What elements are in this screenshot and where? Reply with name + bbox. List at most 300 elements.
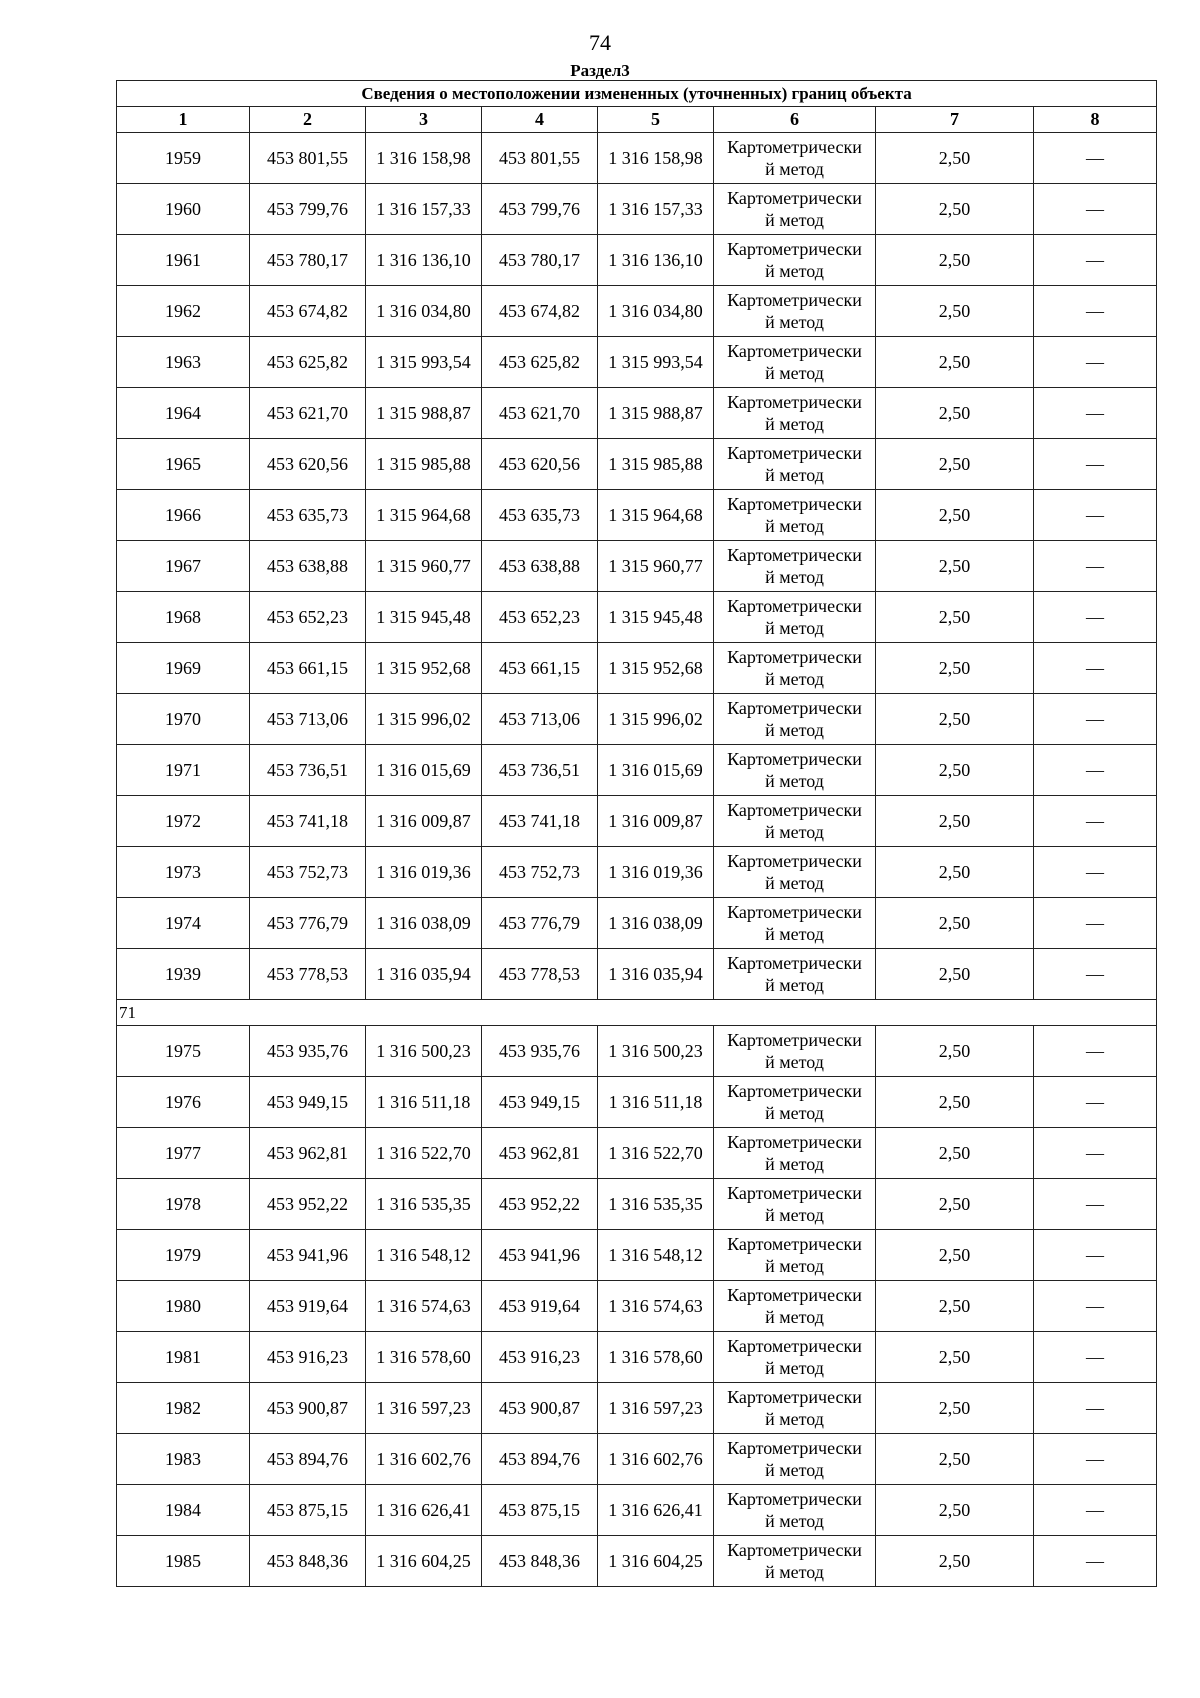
y-existing-cell: 1 315 964,68 [366, 490, 482, 541]
method-text-line-2: й метод [765, 159, 824, 179]
x-existing-cell: 453 935,76 [250, 1026, 366, 1077]
point-number-cell: 1968 [117, 592, 250, 643]
table-row [117, 1230, 1157, 1281]
accuracy-cell: 2,50 [876, 1434, 1034, 1485]
x-new-cell: 453 949,15 [482, 1077, 598, 1128]
x-new-cell: 453 752,73 [482, 847, 598, 898]
x-existing-cell: 453 916,23 [250, 1332, 366, 1383]
point-number-cell: 1966 [117, 490, 250, 541]
column-number-3: 3 [366, 107, 482, 133]
method-cell [714, 1077, 876, 1128]
y-existing-cell: 1 315 945,48 [366, 592, 482, 643]
method-text-line-1: Картометрически [727, 341, 862, 361]
x-existing-cell: 453 752,73 [250, 847, 366, 898]
y-existing-cell: 1 315 960,77 [366, 541, 482, 592]
accuracy-cell: 2,50 [876, 847, 1034, 898]
x-new-cell: 453 935,76 [482, 1026, 598, 1077]
x-existing-cell: 453 620,56 [250, 439, 366, 490]
accuracy-cell: 2,50 [876, 796, 1034, 847]
method-cell [714, 592, 876, 643]
method-text-line-2: й метод [765, 924, 824, 944]
point-number-cell: 1971 [117, 745, 250, 796]
method-text-line-2: й метод [765, 1409, 824, 1429]
method-text-line-1: Картометрически [727, 800, 862, 820]
table-row [117, 184, 1157, 235]
method-text-line-1: Картометрически [727, 647, 862, 667]
description-cell: — [1034, 847, 1157, 898]
method-text-line-1: Картометрически [727, 1387, 862, 1407]
method-text-line-2: й метод [765, 975, 824, 995]
accuracy-cell: 2,50 [876, 541, 1034, 592]
accuracy-cell: 2,50 [876, 1281, 1034, 1332]
point-number-cell: 1975 [117, 1026, 250, 1077]
x-existing-cell: 453 900,87 [250, 1383, 366, 1434]
x-new-cell: 453 799,76 [482, 184, 598, 235]
point-number-cell: 1980 [117, 1281, 250, 1332]
method-text-line-2: й метод [765, 1052, 824, 1072]
description-cell: — [1034, 439, 1157, 490]
point-number-cell: 1978 [117, 1179, 250, 1230]
y-new-cell: 1 316 019,36 [598, 847, 714, 898]
method-text-line-2: й метод [765, 1256, 824, 1276]
accuracy-cell: 2,50 [876, 133, 1034, 184]
y-existing-cell: 1 315 988,87 [366, 388, 482, 439]
y-new-cell: 1 316 136,10 [598, 235, 714, 286]
description-cell: — [1034, 1179, 1157, 1230]
table-row [117, 1128, 1157, 1179]
table-row [117, 592, 1157, 643]
table-row [117, 949, 1157, 1000]
method-text-line-1: Картометрически [727, 749, 862, 769]
method-cell [714, 1485, 876, 1536]
x-new-cell: 453 638,88 [482, 541, 598, 592]
table-row [117, 541, 1157, 592]
description-cell: — [1034, 1536, 1157, 1587]
y-new-cell: 1 316 548,12 [598, 1230, 714, 1281]
method-text-line-1: Картометрически [727, 188, 862, 208]
accuracy-cell: 2,50 [876, 694, 1034, 745]
method-cell [714, 694, 876, 745]
method-text-line-1: Картометрически [727, 596, 862, 616]
y-existing-cell: 1 315 993,54 [366, 337, 482, 388]
method-text-line-1: Картометрически [727, 1540, 862, 1560]
method-text-line-1: Картометрически [727, 1183, 862, 1203]
description-cell: — [1034, 643, 1157, 694]
accuracy-cell: 2,50 [876, 1332, 1034, 1383]
x-new-cell: 453 941,96 [482, 1230, 598, 1281]
description-cell: — [1034, 694, 1157, 745]
x-new-cell: 453 952,22 [482, 1179, 598, 1230]
point-number-cell: 1984 [117, 1485, 250, 1536]
y-existing-cell: 1 315 996,02 [366, 694, 482, 745]
x-new-cell: 453 661,15 [482, 643, 598, 694]
description-cell: — [1034, 1485, 1157, 1536]
point-number-cell: 1979 [117, 1230, 250, 1281]
method-text-line-1: Картометрически [727, 494, 862, 514]
y-new-cell: 1 316 157,33 [598, 184, 714, 235]
point-number-cell: 1981 [117, 1332, 250, 1383]
point-number-cell: 1983 [117, 1434, 250, 1485]
method-text-line-1: Картометрически [727, 290, 862, 310]
x-existing-cell: 453 741,18 [250, 796, 366, 847]
table-row [117, 1281, 1157, 1332]
method-text-line-2: й метод [765, 210, 824, 230]
x-existing-cell: 453 661,15 [250, 643, 366, 694]
accuracy-cell: 2,50 [876, 1077, 1034, 1128]
method-cell [714, 1383, 876, 1434]
y-existing-cell: 1 316 015,69 [366, 745, 482, 796]
x-new-cell: 453 780,17 [482, 235, 598, 286]
x-new-cell: 453 900,87 [482, 1383, 598, 1434]
method-cell [714, 337, 876, 388]
y-existing-cell: 1 316 035,94 [366, 949, 482, 1000]
method-text-line-1: Картометрически [727, 137, 862, 157]
x-existing-cell: 453 635,73 [250, 490, 366, 541]
y-existing-cell: 1 316 522,70 [366, 1128, 482, 1179]
y-existing-cell: 1 316 548,12 [366, 1230, 482, 1281]
method-text-line-2: й метод [765, 1307, 824, 1327]
method-text-line-1: Картометрически [727, 902, 862, 922]
description-cell: — [1034, 286, 1157, 337]
x-new-cell: 453 894,76 [482, 1434, 598, 1485]
description-cell: — [1034, 949, 1157, 1000]
x-existing-cell: 453 780,17 [250, 235, 366, 286]
accuracy-cell: 2,50 [876, 490, 1034, 541]
point-number-cell: 1973 [117, 847, 250, 898]
accuracy-cell: 2,50 [876, 439, 1034, 490]
accuracy-cell: 2,50 [876, 592, 1034, 643]
point-number-cell: 1959 [117, 133, 250, 184]
accuracy-cell: 2,50 [876, 1230, 1034, 1281]
method-text-line-2: й метод [765, 822, 824, 842]
method-text-line-2: й метод [765, 1103, 824, 1123]
method-text-line-2: й метод [765, 669, 824, 689]
description-cell: — [1034, 1434, 1157, 1485]
description-cell: — [1034, 1281, 1157, 1332]
y-existing-cell: 1 316 038,09 [366, 898, 482, 949]
y-existing-cell: 1 316 158,98 [366, 133, 482, 184]
accuracy-cell: 2,50 [876, 745, 1034, 796]
method-cell [714, 541, 876, 592]
column-number-7: 7 [876, 107, 1034, 133]
point-number-cell: 1982 [117, 1383, 250, 1434]
table-row [117, 337, 1157, 388]
method-cell [714, 745, 876, 796]
method-cell [714, 1230, 876, 1281]
description-cell: — [1034, 541, 1157, 592]
point-number-cell: 1965 [117, 439, 250, 490]
x-existing-cell: 453 625,82 [250, 337, 366, 388]
y-new-cell: 1 316 597,23 [598, 1383, 714, 1434]
method-text-line-1: Картометрически [727, 1234, 862, 1254]
table-row [117, 1026, 1157, 1077]
column-number-5: 5 [598, 107, 714, 133]
method-text-line-1: Картометрически [727, 1285, 862, 1305]
y-existing-cell: 1 316 604,25 [366, 1536, 482, 1587]
description-cell: — [1034, 337, 1157, 388]
y-new-cell: 1 316 511,18 [598, 1077, 714, 1128]
coordinates-table [116, 80, 1157, 1587]
table-row [117, 1434, 1157, 1485]
accuracy-cell: 2,50 [876, 337, 1034, 388]
point-number-cell: 1972 [117, 796, 250, 847]
method-text-line-2: й метод [765, 873, 824, 893]
accuracy-cell: 2,50 [876, 1179, 1034, 1230]
y-existing-cell: 1 316 597,23 [366, 1383, 482, 1434]
x-new-cell: 453 736,51 [482, 745, 598, 796]
x-new-cell: 453 620,56 [482, 439, 598, 490]
method-text-line-2: й метод [765, 567, 824, 587]
method-text-line-1: Картометрически [727, 953, 862, 973]
y-new-cell: 1 316 035,94 [598, 949, 714, 1000]
y-existing-cell: 1 315 952,68 [366, 643, 482, 694]
method-text-line-1: Картометрически [727, 1081, 862, 1101]
y-existing-cell: 1 316 034,80 [366, 286, 482, 337]
x-existing-cell: 453 894,76 [250, 1434, 366, 1485]
method-text-line-1: Картометрически [727, 698, 862, 718]
description-cell: — [1034, 388, 1157, 439]
x-existing-cell: 453 949,15 [250, 1077, 366, 1128]
description-cell: — [1034, 133, 1157, 184]
contour-number: 71 [117, 1000, 1157, 1026]
column-number-row [117, 107, 1157, 133]
column-number-4: 4 [482, 107, 598, 133]
table-row [117, 796, 1157, 847]
method-text-line-2: й метод [765, 516, 824, 536]
method-cell [714, 1026, 876, 1077]
y-existing-cell: 1 316 500,23 [366, 1026, 482, 1077]
accuracy-cell: 2,50 [876, 1026, 1034, 1077]
table-body [117, 133, 1157, 1587]
y-new-cell: 1 315 996,02 [598, 694, 714, 745]
x-new-cell: 453 674,82 [482, 286, 598, 337]
y-new-cell: 1 316 034,80 [598, 286, 714, 337]
y-existing-cell: 1 316 019,36 [366, 847, 482, 898]
method-text-line-1: Картометрически [727, 1336, 862, 1356]
table-row [117, 898, 1157, 949]
accuracy-cell: 2,50 [876, 1536, 1034, 1587]
description-cell: — [1034, 1077, 1157, 1128]
y-new-cell: 1 316 158,98 [598, 133, 714, 184]
table-row [117, 1383, 1157, 1434]
method-text-line-1: Картометрически [727, 239, 862, 259]
page-number: 74 [589, 30, 611, 55]
table-row [117, 1077, 1157, 1128]
point-number-cell: 1961 [117, 235, 250, 286]
x-existing-cell: 453 919,64 [250, 1281, 366, 1332]
method-cell [714, 898, 876, 949]
point-number-cell: 1969 [117, 643, 250, 694]
y-new-cell: 1 315 945,48 [598, 592, 714, 643]
x-new-cell: 453 962,81 [482, 1128, 598, 1179]
accuracy-cell: 2,50 [876, 1128, 1034, 1179]
y-existing-cell: 1 316 626,41 [366, 1485, 482, 1536]
table-row [117, 286, 1157, 337]
accuracy-cell: 2,50 [876, 286, 1034, 337]
accuracy-cell: 2,50 [876, 949, 1034, 1000]
x-new-cell: 453 801,55 [482, 133, 598, 184]
table-row [117, 1485, 1157, 1536]
method-cell [714, 1128, 876, 1179]
x-existing-cell: 453 652,23 [250, 592, 366, 643]
table-caption: Сведения о местоположении измененных (уточненных) границ объекта [117, 81, 1157, 107]
y-existing-cell: 1 316 602,76 [366, 1434, 482, 1485]
table-row [117, 847, 1157, 898]
accuracy-cell: 2,50 [876, 1383, 1034, 1434]
description-cell: — [1034, 1230, 1157, 1281]
point-number-cell: 1970 [117, 694, 250, 745]
table-row [117, 643, 1157, 694]
table-row [117, 388, 1157, 439]
x-new-cell: 453 625,82 [482, 337, 598, 388]
x-new-cell: 453 621,70 [482, 388, 598, 439]
x-existing-cell: 453 848,36 [250, 1536, 366, 1587]
method-cell [714, 949, 876, 1000]
method-cell [714, 796, 876, 847]
y-new-cell: 1 316 009,87 [598, 796, 714, 847]
point-number-cell: 1977 [117, 1128, 250, 1179]
y-new-cell: 1 316 535,35 [598, 1179, 714, 1230]
point-number-cell: 1967 [117, 541, 250, 592]
x-existing-cell: 453 799,76 [250, 184, 366, 235]
method-text-line-2: й метод [765, 618, 824, 638]
y-new-cell: 1 315 993,54 [598, 337, 714, 388]
x-new-cell: 453 778,53 [482, 949, 598, 1000]
x-existing-cell: 453 776,79 [250, 898, 366, 949]
method-cell [714, 1281, 876, 1332]
y-new-cell: 1 316 626,41 [598, 1485, 714, 1536]
description-cell: — [1034, 1128, 1157, 1179]
x-new-cell: 453 776,79 [482, 898, 598, 949]
x-new-cell: 453 713,06 [482, 694, 598, 745]
x-new-cell: 453 741,18 [482, 796, 598, 847]
y-existing-cell: 1 316 009,87 [366, 796, 482, 847]
y-new-cell: 1 316 015,69 [598, 745, 714, 796]
description-cell: — [1034, 745, 1157, 796]
y-new-cell: 1 316 602,76 [598, 1434, 714, 1485]
method-text-line-1: Картометрически [727, 392, 862, 412]
method-text-line-2: й метод [765, 1205, 824, 1225]
table-row [117, 1536, 1157, 1587]
method-text-line-2: й метод [765, 261, 824, 281]
method-cell [714, 286, 876, 337]
method-text-line-2: й метод [765, 1511, 824, 1531]
method-text-line-1: Картометрически [727, 1438, 862, 1458]
description-cell: — [1034, 235, 1157, 286]
table-row [117, 439, 1157, 490]
x-existing-cell: 453 875,15 [250, 1485, 366, 1536]
description-cell: — [1034, 490, 1157, 541]
x-new-cell: 453 652,23 [482, 592, 598, 643]
method-cell [714, 1332, 876, 1383]
method-text-line-2: й метод [765, 1358, 824, 1378]
method-text-line-1: Картометрически [727, 545, 862, 565]
description-cell: — [1034, 1026, 1157, 1077]
x-new-cell: 453 916,23 [482, 1332, 598, 1383]
column-number-2: 2 [250, 107, 366, 133]
table-row [117, 133, 1157, 184]
method-text-line-1: Картометрически [727, 851, 862, 871]
y-new-cell: 1 316 604,25 [598, 1536, 714, 1587]
table-row [117, 490, 1157, 541]
y-new-cell: 1 316 578,60 [598, 1332, 714, 1383]
accuracy-cell: 2,50 [876, 643, 1034, 694]
table-row [117, 235, 1157, 286]
x-existing-cell: 453 621,70 [250, 388, 366, 439]
method-text-line-2: й метод [765, 312, 824, 332]
y-new-cell: 1 316 500,23 [598, 1026, 714, 1077]
column-number-1: 1 [117, 107, 250, 133]
y-new-cell: 1 316 038,09 [598, 898, 714, 949]
description-cell: — [1034, 796, 1157, 847]
method-cell [714, 1179, 876, 1230]
method-cell [714, 388, 876, 439]
method-text-line-2: й метод [765, 1154, 824, 1174]
point-number-cell: 1964 [117, 388, 250, 439]
point-number-cell: 1963 [117, 337, 250, 388]
x-existing-cell: 453 962,81 [250, 1128, 366, 1179]
point-number-cell: 1960 [117, 184, 250, 235]
description-cell: — [1034, 898, 1157, 949]
x-new-cell: 453 848,36 [482, 1536, 598, 1587]
method-cell [714, 439, 876, 490]
description-cell: — [1034, 592, 1157, 643]
method-cell [714, 1434, 876, 1485]
method-cell [714, 235, 876, 286]
method-cell [714, 184, 876, 235]
description-cell: — [1034, 1332, 1157, 1383]
x-existing-cell: 453 801,55 [250, 133, 366, 184]
y-existing-cell: 1 316 574,63 [366, 1281, 482, 1332]
method-text-line-2: й метод [765, 465, 824, 485]
table-row [117, 1332, 1157, 1383]
point-number-cell: 1985 [117, 1536, 250, 1587]
point-number-cell: 1939 [117, 949, 250, 1000]
method-text-line-1: Картометрически [727, 1132, 862, 1152]
column-number-6: 6 [714, 107, 876, 133]
accuracy-cell: 2,50 [876, 1485, 1034, 1536]
y-existing-cell: 1 316 136,10 [366, 235, 482, 286]
contour-group-row [117, 1000, 1157, 1026]
y-new-cell: 1 316 574,63 [598, 1281, 714, 1332]
y-new-cell: 1 315 988,87 [598, 388, 714, 439]
method-text-line-1: Картометрически [727, 1030, 862, 1050]
accuracy-cell: 2,50 [876, 388, 1034, 439]
method-text-line-1: Картометрически [727, 1489, 862, 1509]
y-new-cell: 1 315 985,88 [598, 439, 714, 490]
point-number-cell: 1976 [117, 1077, 250, 1128]
y-new-cell: 1 315 952,68 [598, 643, 714, 694]
x-new-cell: 453 919,64 [482, 1281, 598, 1332]
y-existing-cell: 1 316 511,18 [366, 1077, 482, 1128]
method-text-line-2: й метод [765, 771, 824, 791]
point-number-cell: 1974 [117, 898, 250, 949]
x-existing-cell: 453 713,06 [250, 694, 366, 745]
table-row [117, 1179, 1157, 1230]
y-existing-cell: 1 316 578,60 [366, 1332, 482, 1383]
y-existing-cell: 1 316 157,33 [366, 184, 482, 235]
x-existing-cell: 453 778,53 [250, 949, 366, 1000]
x-existing-cell: 453 638,88 [250, 541, 366, 592]
x-existing-cell: 453 674,82 [250, 286, 366, 337]
section-title: Раздел3 [570, 61, 630, 80]
x-existing-cell: 453 952,22 [250, 1179, 366, 1230]
point-number-cell: 1962 [117, 286, 250, 337]
method-cell [714, 1536, 876, 1587]
method-text-line-2: й метод [765, 414, 824, 434]
x-new-cell: 453 875,15 [482, 1485, 598, 1536]
method-text-line-2: й метод [765, 720, 824, 740]
